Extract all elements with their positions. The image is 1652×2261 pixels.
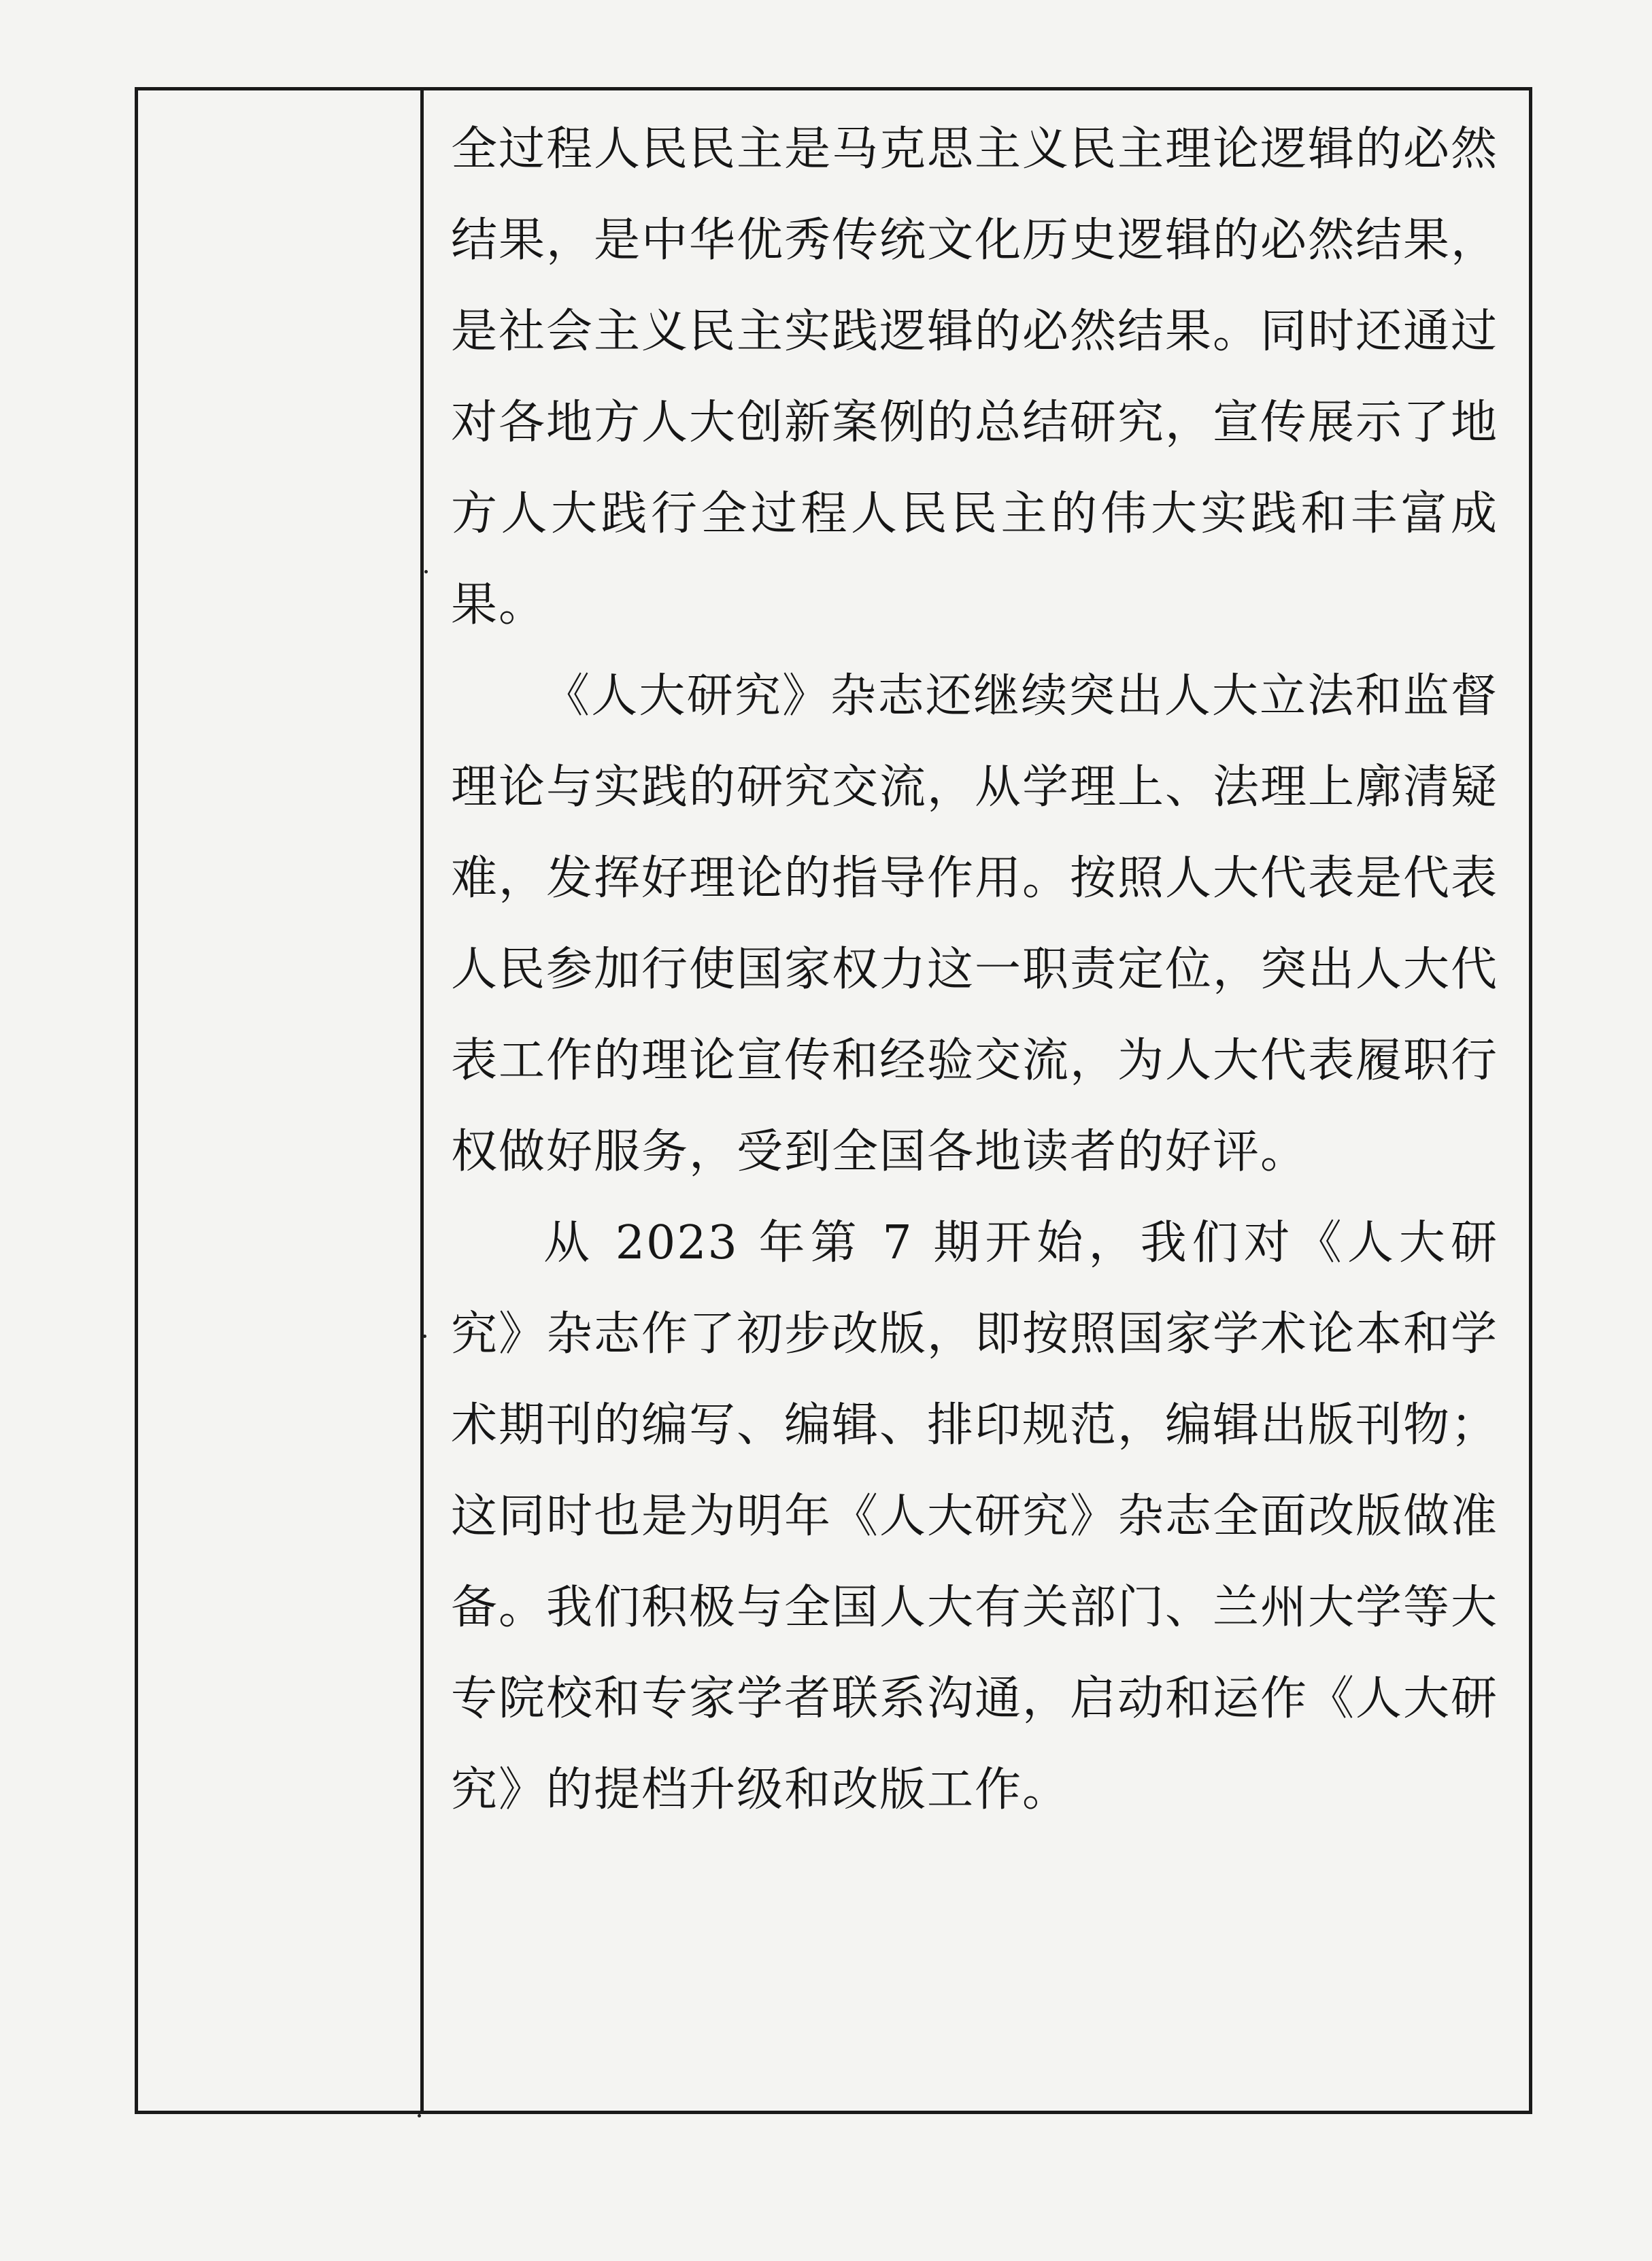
scan-speck — [418, 2114, 421, 2117]
body-paragraph-1: 全过程人民民主是马克思主义民主理论逻辑的必然结果，是中华优秀传统文化历史逻辑的必然结果，是社会主义民主实践逻辑的必然结果。同时还通过对各地方人大创新案例的总结研究，宣传展示了地方人大践行全过程人民民主的伟大实践和丰富成果。 — [451, 122, 1499, 632]
scan-speck — [423, 1335, 426, 1338]
scan-speck — [424, 570, 428, 573]
form-table-frame — [135, 87, 1532, 2114]
report-body — [451, 104, 1498, 1836]
body-paragraph-2: 《人大研究》杂志还继续突出人大立法和监督理论与实践的研究交流，从学理上、法理上廓清疑难，发挥好理论的指导作用。按照人大代表是代表人民参加行使国家权力这一职责定位，突出人大代表工作的理论宣传和经验交流，为人大代表履职行权做好服务，受到全国各地读者的好评。 — [451, 669, 1499, 1179]
body-paragraph-3: 从 2023 年第 7 期开始，我们对《人大研究》杂志作了初步改版，即按照国家学术论本和学术期刊的编写、编辑、排印规范，编辑出版刊物；这同时也是为明年《人大研究》杂志全面改版做准备。我们积极与全国人大有关部门、兰州大学等大专院校和专家学者联系沟通，启动和运作《人大研究》的提档升级和改版工作。 — [451, 1216, 1499, 1817]
form-label-column — [138, 90, 424, 2111]
